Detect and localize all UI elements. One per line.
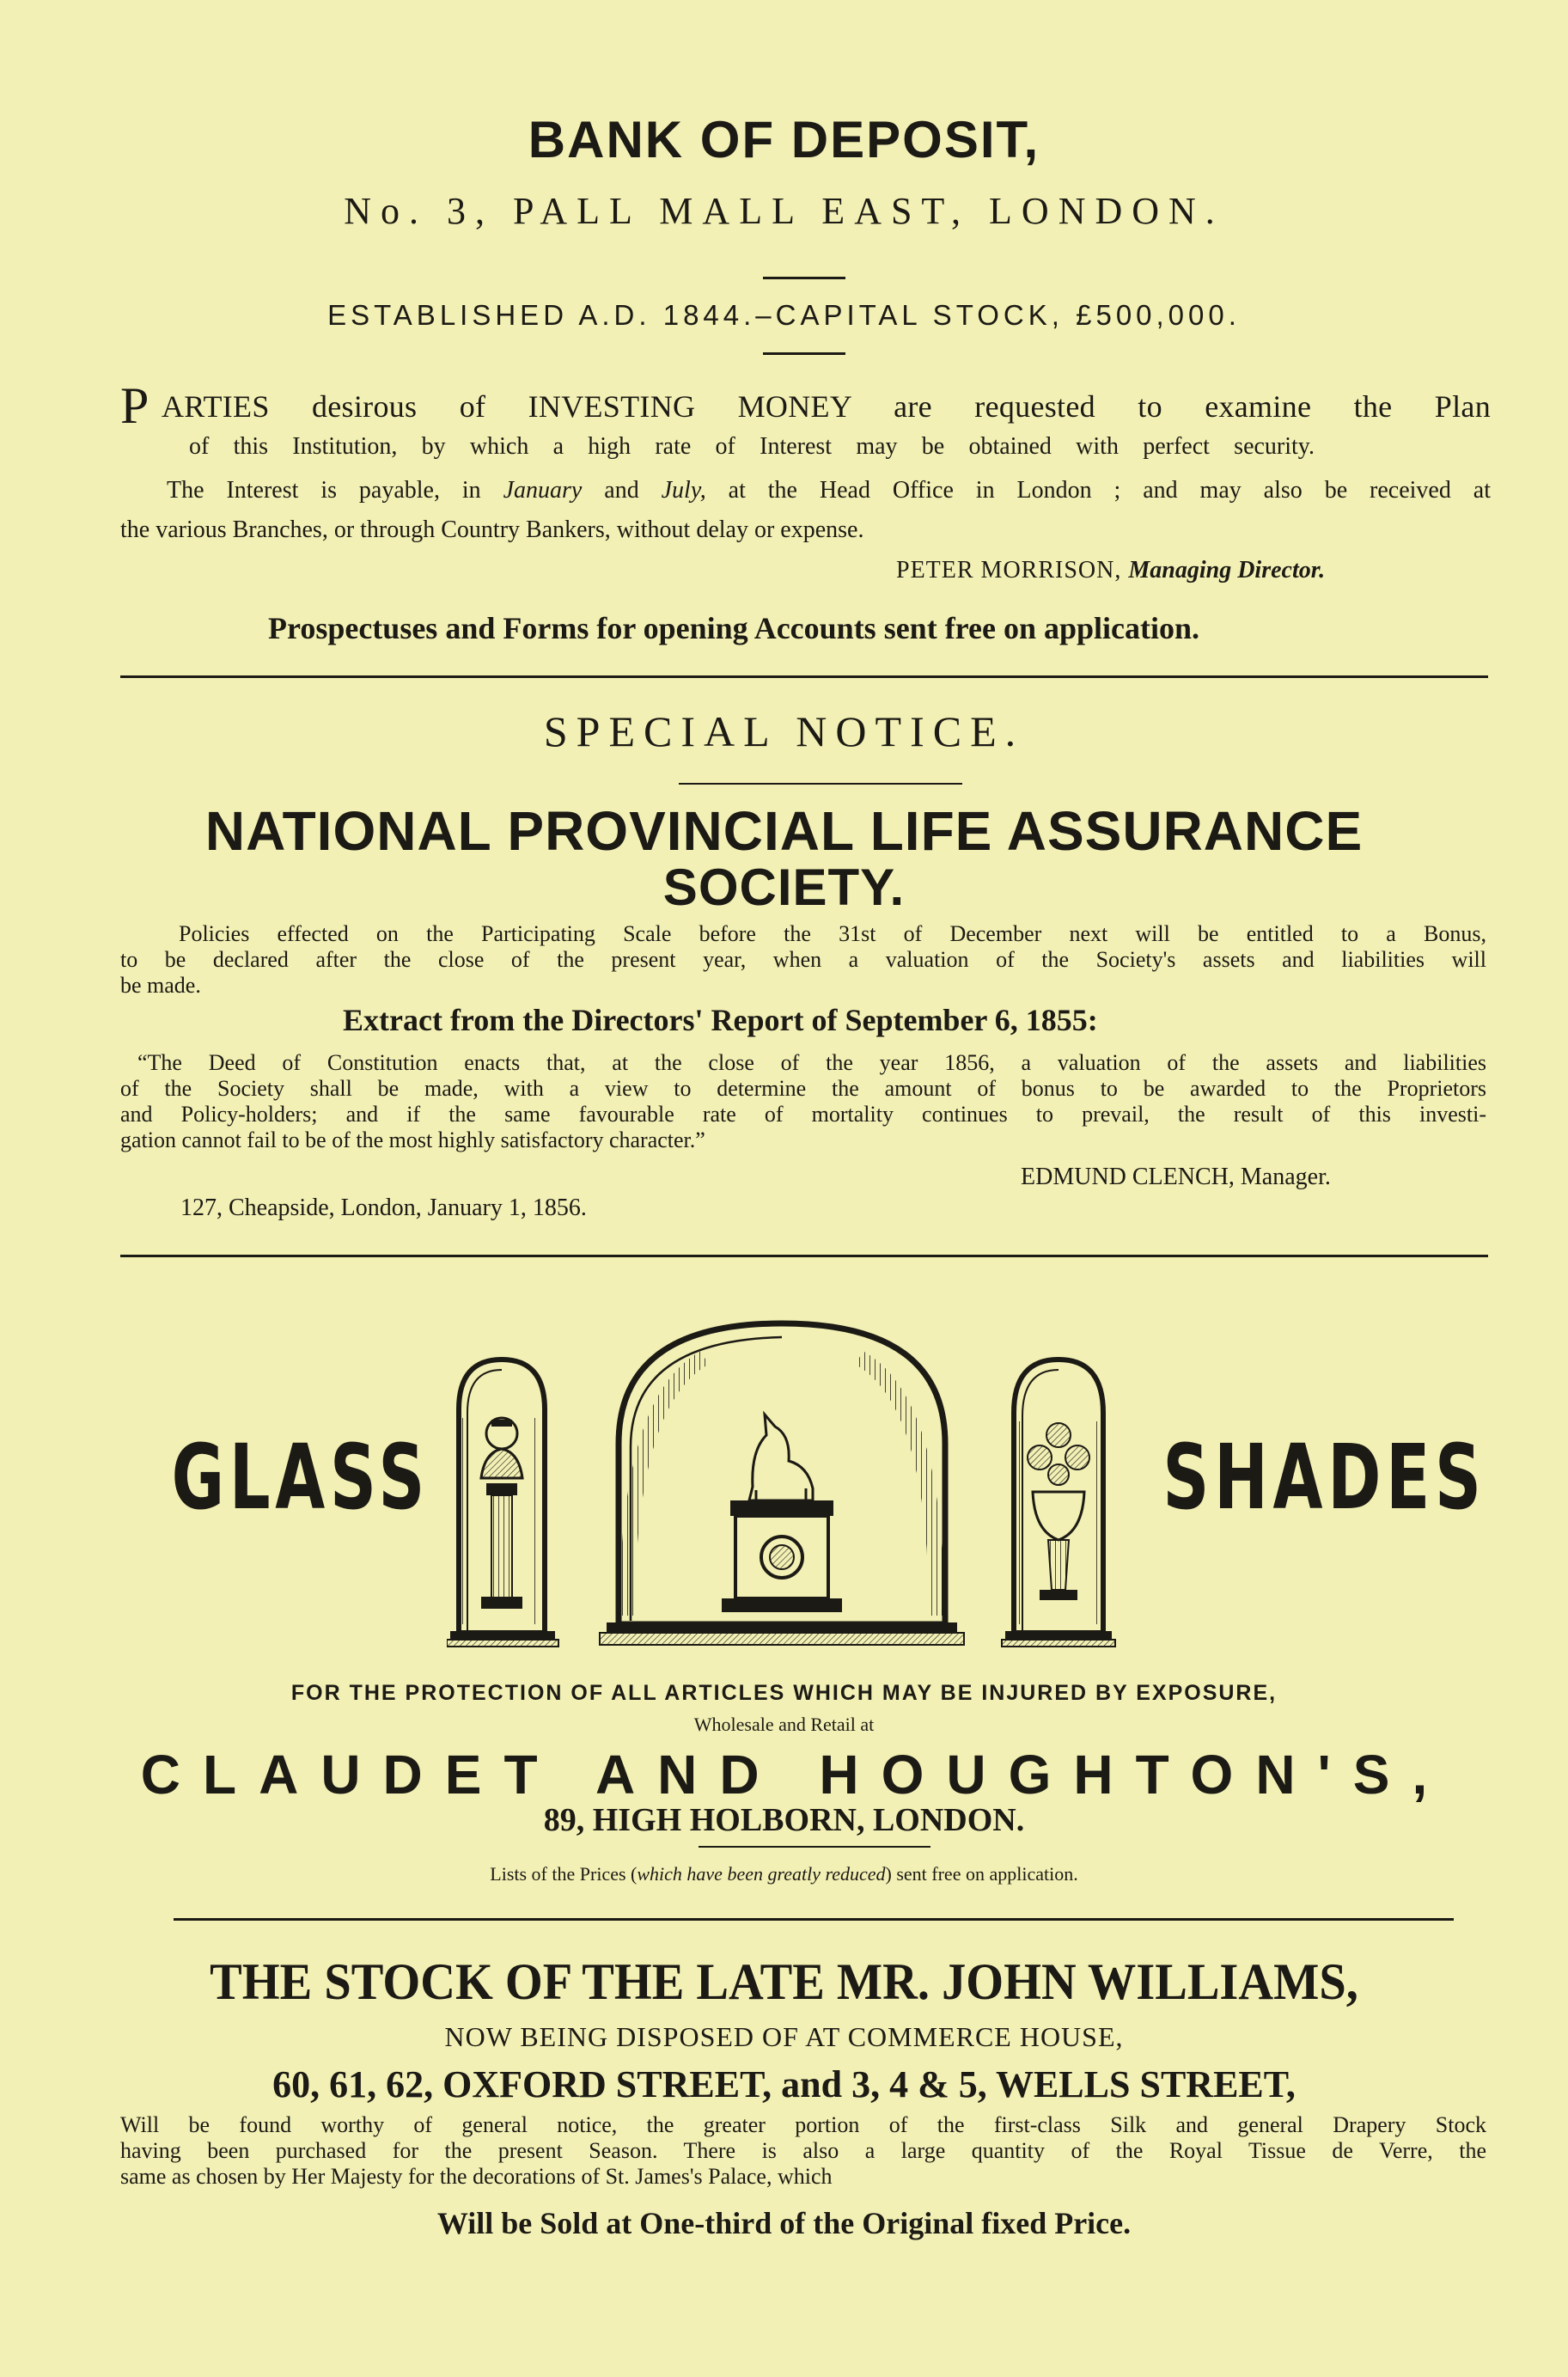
glass-domes-illustration: [447, 1306, 1117, 1650]
stock-disposed: NOW BEING DISPOSED OF AT COMMERCE HOUSE,: [444, 2021, 1124, 2052]
bank-paragraph: [120, 377, 1491, 548]
glass-price-lists: Lists of the Prices (which have been greatly reduced) sent free on application.: [490, 1863, 1078, 1885]
drop-cap: P: [120, 377, 149, 434]
glass-word-right: SHADES: [1162, 1425, 1486, 1530]
left-dome-bust: [447, 1360, 558, 1647]
bank-established: ESTABLISHED A.D. 1844.–CAPITAL STOCK, £500,000.: [327, 299, 1241, 331]
center-dome-clock: [600, 1323, 964, 1645]
stock-address: 60, 61, 62, OXFORD STREET, and 3, 4 & 5, WELLS STREET,: [272, 2063, 1296, 2105]
society-title-2: SOCIETY.: [662, 859, 906, 916]
bank-line-1: ARTIES desirous of INVESTING MONEY are requested to examine the Plan: [162, 389, 1491, 424]
extract-heading: Extract from the Directors' Report of September 6, 1855:: [343, 1003, 1098, 1037]
glass-wholesale: Wholesale and Retail at: [693, 1714, 875, 1735]
section-divider-2: [120, 1255, 1488, 1257]
bank-rule-2: [763, 352, 845, 355]
stock-title: THE STOCK OF THE LATE MR. JOHN WILLIAMS,: [210, 1953, 1358, 2010]
bank-signature: PETER MORRISON, Managing Director.: [896, 557, 1326, 584]
notice-dateline: 127, Cheapside, London, January 1, 1856.: [180, 1195, 587, 1221]
glass-rule: [699, 1846, 930, 1848]
bank-line-2: of this Institution, by which a high rate of Interest may be obtained with perfect security.: [189, 433, 1315, 460]
notice-rule: [679, 783, 962, 785]
glass-address: 89, HIGH HOLBORN, LONDON.: [543, 1802, 1025, 1838]
glass-word-left: GLASS: [171, 1425, 430, 1530]
bank-address: No. 3, PALL MALL EAST, LONDON.: [344, 190, 1224, 232]
society-title-1: NATIONAL PROVINCIAL LIFE ASSURANCE: [204, 800, 1364, 862]
glass-protection: FOR THE PROTECTION OF ALL ARTICLES WHICH MAY BE INJURED BY EXPOSURE,: [290, 1681, 1278, 1705]
stock-sold: Will be Sold at One-third of the Original fixed Price.: [436, 2206, 1132, 2240]
bank-prospectus: Prospectuses and Forms for opening Accounts sent free on application.: [268, 611, 1200, 645]
policies-paragraph: Policies effected on the Participating Scale before the 31st of December next will be entitled to a Bonus, to be declared after the close of the present year, when a valuation of the Society's assets and liabilities will be made.: [120, 921, 1486, 998]
bank-title: BANK OF DEPOSIT,: [528, 111, 1040, 168]
section-divider-1: [120, 675, 1488, 678]
section-divider-3: [174, 1918, 1454, 1921]
manager-signature: EDMUND CLENCH, Manager.: [1021, 1164, 1331, 1190]
glass-firm-name: CLAUDET AND HOUGHTON'S,: [140, 1744, 1450, 1806]
bank-line-3: The Interest is payable, in January and July, at the Head Office in London ; and may also be received at: [167, 477, 1491, 504]
stock-paragraph: Will be found worthy of general notice, the greater portion of the first-class Silk and general Drapery Stock having been purchased for the present Season. There is also a large quantity of the Royal Tissue de Verre, the same as chosen by Her Majesty for the decorations of St. James's Palace, which: [120, 2112, 1486, 2189]
right-dome-vase: [1002, 1360, 1115, 1647]
bank-line-4: the various Branches, or through Country Bankers, without delay or expense.: [120, 516, 864, 543]
notice-heading: SPECIAL NOTICE.: [543, 707, 1025, 755]
quote-paragraph: “The Deed of Constitution enacts that, at the close of the year 1856, a valuation of the assets and liabilities of the Society shall be made, with a view to determine the amount of bonus to be awarded to the Proprietors and Policy-holders; and if the same favourable rate of mortality continues to prevail, the result of this investi- gation cannot fail to be of the most highly satisfactory character.”: [120, 1050, 1486, 1152]
bank-rule-1: [763, 277, 845, 279]
